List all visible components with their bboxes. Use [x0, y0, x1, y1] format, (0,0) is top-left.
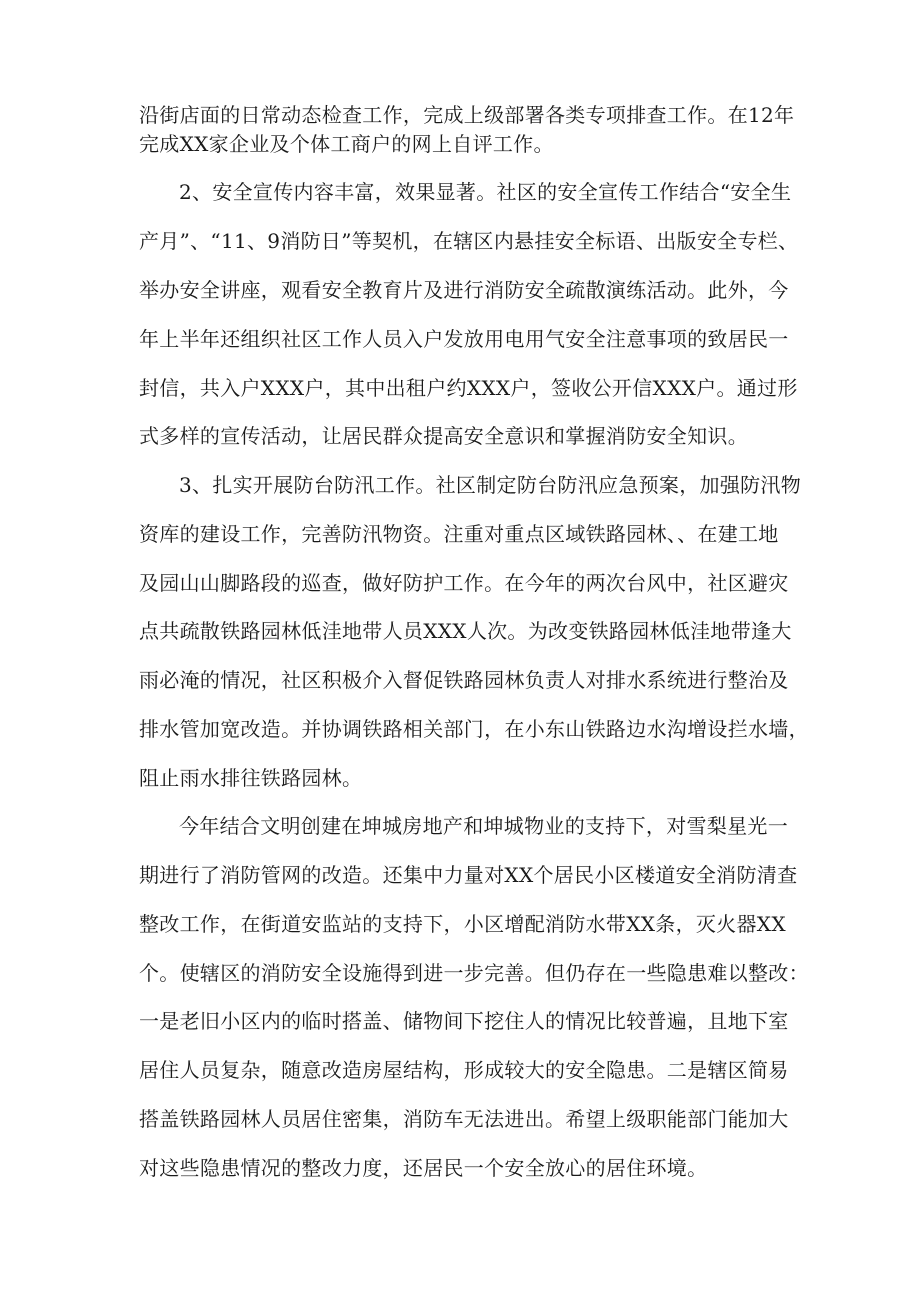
text-line: 3、扎实开展防台防汛工作。社区制定防台防汛应急预案，加强防汛物 — [179, 473, 802, 497]
text-line: 封信，共入户XXX户，其中出租户约XXX户，签收公开信XXX户。通过形 — [139, 376, 798, 400]
text-line: 点共疏散铁路园林低洼地带人员XXX人次。为改变铁路园林低洼地带逢大 — [139, 619, 792, 643]
text-line: 雨必淹的情况，社区积极介入督促铁路园林负责人对排水系统进行整治及 — [139, 668, 789, 692]
text-line: 搭盖铁路园林人员居住密集，消防车无法进出。希望上级职能部门能加大 — [139, 1107, 789, 1131]
text-line: 产月”、“11、9消防日”等契机，在辖区内悬挂安全标语、出版安全专栏、 — [139, 229, 799, 253]
text-line: 资库的建设工作，完善防汛物资。注重对重点区域铁路园林、、在建工地 — [139, 522, 779, 546]
text-line: 及园山山脚路段的巡查，做好防护工作。在今年的两次台风中，社区避灾 — [139, 571, 789, 595]
text-line: 对这些隐患情况的整改力度，还居民一个安全放心的居住环境。 — [139, 1156, 708, 1180]
text-line: 完成XX家企业及个体工商户的网上自评工作。 — [139, 132, 554, 156]
text-line: 2、安全宣传内容丰富，效果显著。社区的安全宣传工作结合“安全生 — [179, 180, 792, 204]
text-line: 举办安全讲座，观看安全教育片及进行消防安全疏散演练活动。此外，今 — [139, 278, 789, 302]
text-line: 沿街店面的日常动态检查工作，完成上级部署各类专项排查工作。在12年 — [139, 103, 795, 127]
text-line: 个。使辖区的消防安全设施得到进一步完善。但仍存在一些隐患难以整改： — [139, 961, 809, 985]
text-line: 期进行了消防管网的改造。还集中力量对XX个居民小区楼道安全消防清查 — [139, 863, 798, 887]
text-line: 式多样的宣传活动，让居民群众提高安全意识和掌握消防安全知识。 — [139, 424, 748, 448]
text-line: 整改工作，在街道安监站的支持下，小区增配消防水带XX条，灭火器XX — [139, 912, 786, 936]
text-line: 阻止雨水排往铁路园林。 — [139, 766, 363, 790]
text-line: 今年结合文明创建在坤城房地产和坤城物业的支持下，对雪梨星光一 — [179, 814, 788, 838]
text-line: 居住人员复杂，随意改造房屋结构，形成较大的安全隐患。二是辖区简易 — [139, 1058, 789, 1082]
text-line: 排水管加宽改造。并协调铁路相关部门，在小东山铁路边水沟增设拦水墙， — [139, 717, 809, 741]
text-line: 年上半年还组织社区工作人员入户发放用电用气安全注意事项的致居民一 — [139, 327, 789, 351]
text-line: 一是老旧小区内的临时搭盖、储物间下挖住人的情况比较普遍，且地下室 — [139, 1009, 789, 1033]
